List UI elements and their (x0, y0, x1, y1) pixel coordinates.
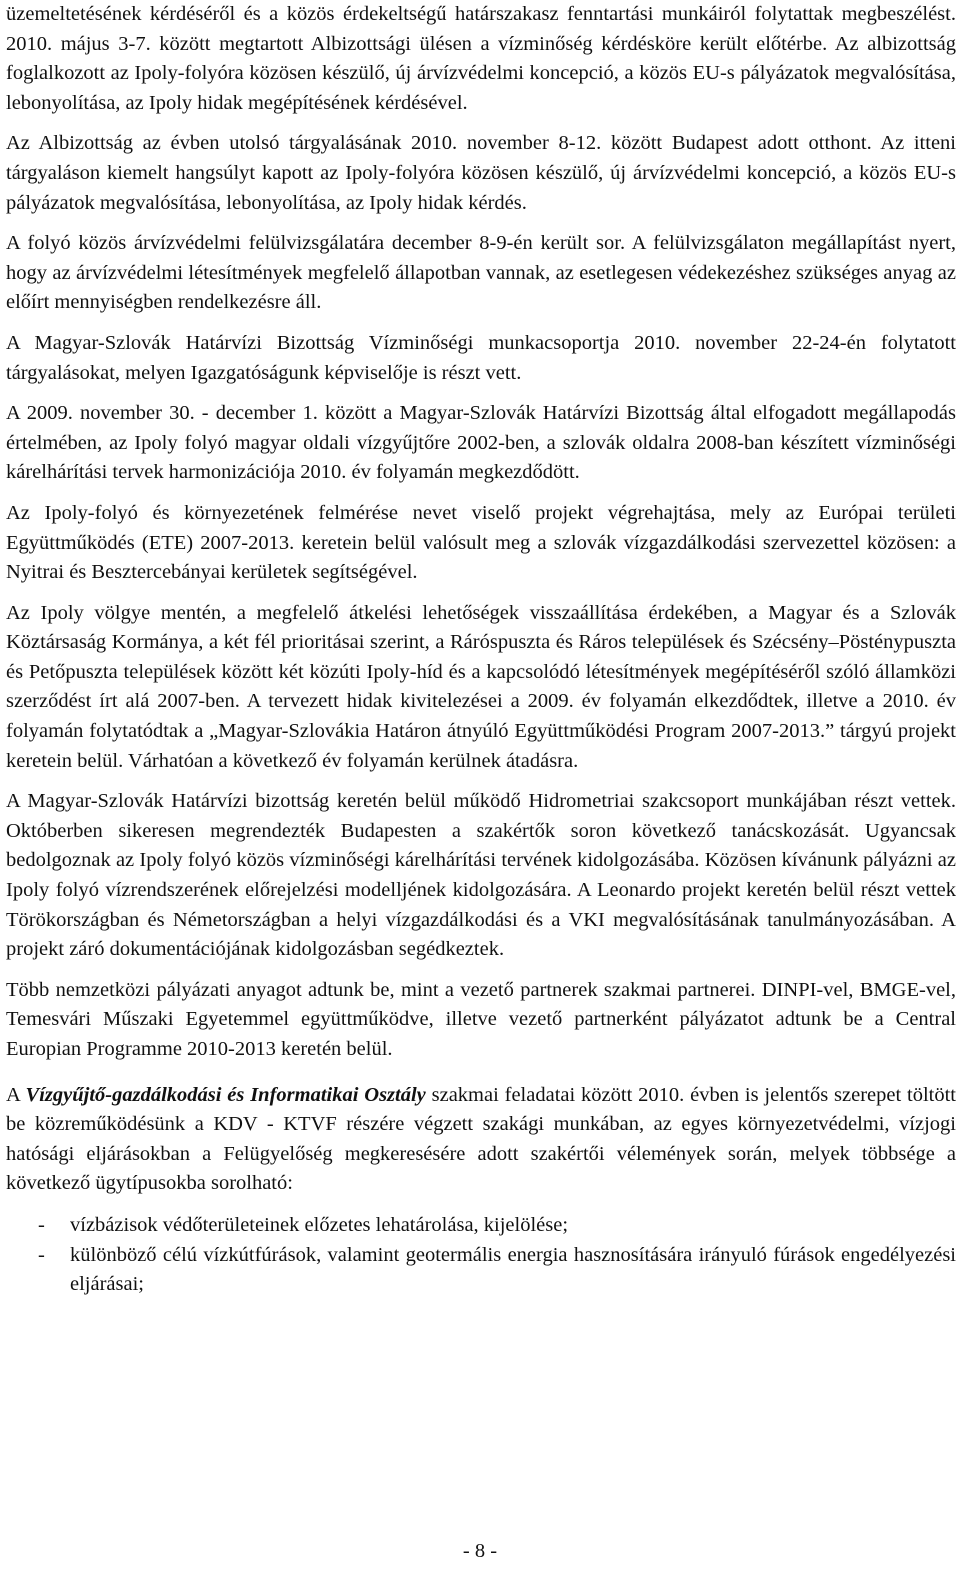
department-name: Vízgyűjtő-gazdálkodási és Informatikai Osztály (25, 1083, 426, 1106)
page-number: - 8 - (462, 1540, 498, 1562)
paragraph-water-quality-group: A Magyar-Szlovák Határvízi Bizottság Vízminőségi munkacsoportja 2010. november 22-24-én folytatott tárgyalásokat, melyen Igazgatóságunk képviselője is részt vett. (6, 331, 956, 384)
list-item-text: vízbázisok védőterületeinek előzetes lehatárolása, kijelölése; (70, 1213, 569, 1236)
document-page (6, 0, 956, 1300)
paragraph-department-tasks (6, 1081, 956, 1199)
list-item-text: különböző célú vízkútfúrások, valamint geotermális energia hasznosítására irányuló fúrások engedélyezési eljárásai; (70, 1243, 956, 1296)
paragraph-rest: szakmai feladatai között 2010. évben is jelentős szerepet töltött be közreműködésünk a KDV - KTVF részére végzett szakági munkában, az egyes környezetvédelmi, vízjogi hatósági eljárásokban a Felügyelőség megkeresésére adott szakértői vélemények során, melyek többsége a következő ügytípusokba sorolható: (6, 1083, 956, 1195)
paragraph-commission-meetings: üzemeltetésének kérdéséről és a közös érdekeltségű határszakasz fenntartási munkáiról folytattak megbeszélést. 2010. május 3-7. között megtartott Albizottsági ülésen a vízminőség kérdésköre került előtérbe. Az albizottság foglalkozott az Ipoly-folyóra közösen készülő, új árvízvédelmi koncepció, a közös EU-s pályázatok megvalósítása, lebonyolítása, az Ipoly hidak megépítésének kérdésével. (6, 3, 956, 114)
list-item (6, 1241, 956, 1300)
list-dash: - (38, 1243, 45, 1266)
list-item (6, 1211, 956, 1241)
paragraph-flood-review: A folyó közös árvízvédelmi felülvizsgálatára december 8-9-én került sor. A felülvizsgálaton megállapítást nyert, hogy az árvízvédelmi létesítmények megfelelő állapotban vannak, az esetlegesen védekezéshez szükséges anyag az előírt mennyiségben rendelkezésre áll. (6, 232, 956, 314)
paragraph-budapest-meeting: Az Albizottság az évben utolsó tárgyalásának 2010. november 8-12. között Budapest adott otthont. Az itteni tárgyaláson kiemelt hangsúlyt kapott az Ipoly-folyóra közösen készülő, új árvízvédelmi koncepció, a közös EU-s pályázatok megvalósítása, lebonyolítása, az Ipoly hidak kérdés. (6, 132, 956, 214)
paragraph-lead: A (6, 1083, 26, 1106)
paragraph-harmonization: A 2009. november 30. - december 1. között a Magyar-Szlovák Határvízi Bizottság által elfogadott megállapodás értelmében, az Ipoly folyó magyar oldali vízgyűjtőre 2002-ben, a szlovák oldalra 2008-ban készített vízminőségi kárelhárítási tervek harmonizációja 2010. év folyamán megkezdődött. (6, 402, 956, 484)
paragraph-international-tenders: Több nemzetközi pályázati anyagot adtunk be, mint a vezető partnerek szakmai partnerei. DINPI-vel, BMGE-vel, Temesvári Műszaki Egyetemmel együttműködve, illetve vezető partnerként pályázatot adtunk be a Central Europian Programme 2010-2013 keretén belül. (6, 978, 956, 1060)
paragraph-hydrometry: A Magyar-Szlovák Határvízi bizottság keretén belül működő Hidrometriai szakcsoport munkájában részt vettek. Októberben sikeresen megrendezték Budapesten a szakértők soron következő tanácskozását. Ugyancsak bedolgoznak az Ipoly folyó közös vízminőségi kárelhárítási tervének kidolgozásába. Közösen kívánunk pályázni az Ipoly folyó vízrendszerének előrejelzési modelljének kidolgozására. A Leonardo projekt keretén belül részt vettek Törökországban és Németországban a helyi vízgazdálkodási és a VKI megvalósításának tanulmányozásában. A projekt záró dokumentációjának kidolgozásban segédkeztek. (6, 790, 956, 961)
list-dash: - (38, 1213, 45, 1236)
case-type-list (6, 1211, 956, 1300)
paragraph-ipoly-bridges: Az Ipoly völgye mentén, a megfelelő átkelési lehetőségek visszaállítása érdekében, a Magyar és a Szlovák Köztársaság Kormánya, a két fél prioritásai szerint, a Ráróspuszta és Ráros települések és Szécsény–Pösténypuszta és Petőpuszta települések között két közúti Ipoly-híd és a kapcsolódó létesítmények megépítéséről szóló államközi szerződést írt alá 2007-ben. A tervezett hidak kivitelezései a 2009. év folyamán elkezdődtek, illetve a 2010. év folyamán folytatódtak a „Magyar-Szlovákia Határon átnyúló Együttműködési Program 2007-2013.” tárgyú projekt keretein belül. Várhatóan a következő év folyamán kerülnek átadásra. (6, 601, 956, 772)
paragraph-ipoly-survey: Az Ipoly-folyó és környezetének felmérése nevet viselő projekt végrehajtása, mely az Európai területi Együttműködés (ETE) 2007-2013. keretein belül valósult meg a szlovák vízgazdálkodási szervezettel közösen: a Nyitrai és Besztercebányai kerületek segítségével. (6, 501, 956, 584)
